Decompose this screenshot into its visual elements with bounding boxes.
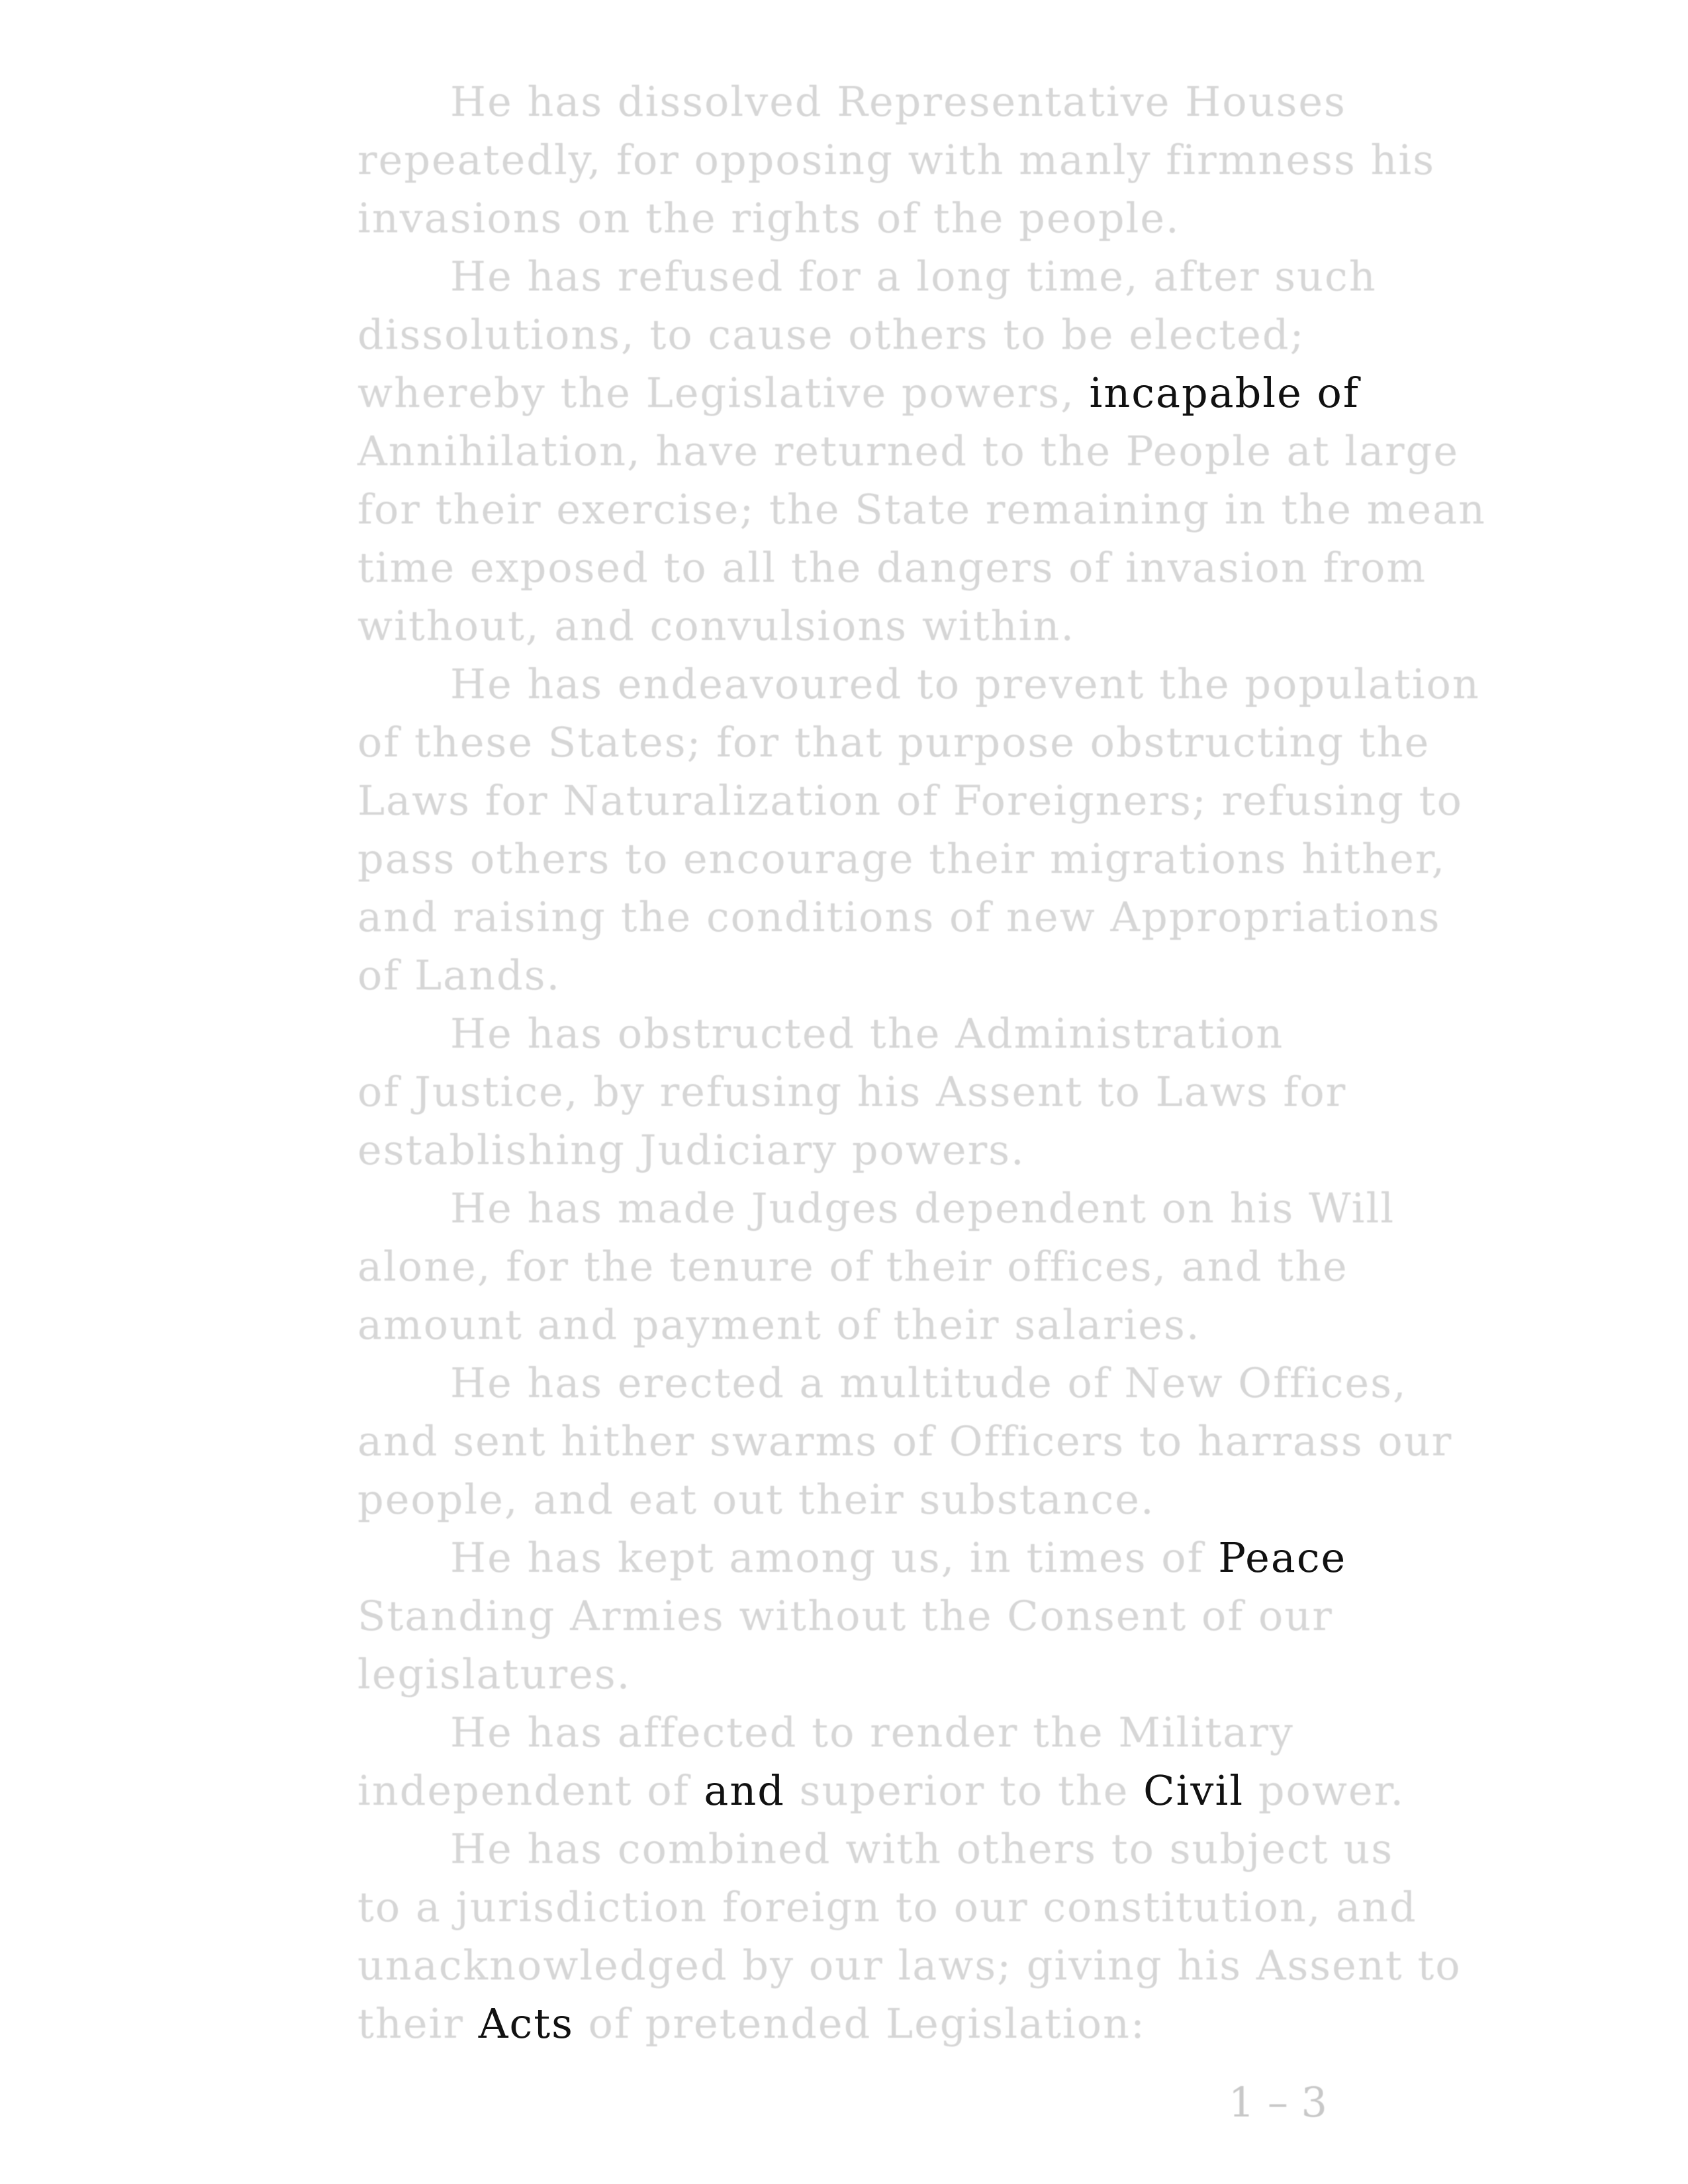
faded-text: He has combined with others to subject us <box>450 1825 1394 1873</box>
paragraph <box>357 248 1486 655</box>
text-line <box>357 1704 1324 1762</box>
faded-text: pass others to encourage their migrations hither, <box>357 835 1446 883</box>
text-line <box>357 73 1346 131</box>
text-line <box>357 655 1480 713</box>
faded-text: and sent hither swarms of Officers to harrass our <box>357 1417 1453 1465</box>
text-line <box>357 1995 1324 2053</box>
paragraph <box>357 1005 1347 1179</box>
faded-text: He has refused for a long time, after such <box>450 252 1377 300</box>
faded-text: legislatures. <box>357 1650 632 1698</box>
text-line <box>357 1412 1453 1471</box>
text-line <box>357 1471 1324 1529</box>
paragraph <box>357 1529 1347 1704</box>
text-line <box>357 1645 1324 1704</box>
text-column <box>357 73 1486 2053</box>
faded-text: to a jurisdiction foreign to our constitution, and <box>357 1883 1417 1931</box>
faded-text: without, and convulsions within. <box>357 602 1076 650</box>
faded-text: amount and payment of their salaries. <box>357 1300 1201 1349</box>
paragraph <box>357 655 1480 1005</box>
text-line <box>357 306 1324 364</box>
text-line <box>357 364 1360 422</box>
text-line <box>357 539 1427 597</box>
paragraph <box>357 1179 1395 1354</box>
legible-word: and <box>689 1766 785 1815</box>
faded-text: Annihilation, have returned to the People at large <box>357 427 1460 475</box>
text-line <box>357 189 1324 248</box>
text-line <box>357 713 1430 772</box>
text-line <box>357 248 1377 306</box>
faded-text: for their exercise; the State remaining in the mean <box>357 485 1486 533</box>
text-line <box>357 1878 1417 1936</box>
faded-text: superior to the <box>784 1766 1129 1815</box>
legible-word: Civil <box>1129 1766 1244 1815</box>
faded-text: of Justice, by refusing his Assent to Laws for <box>357 1068 1347 1116</box>
text-line <box>357 1820 1394 1878</box>
legible-word: incapable of <box>1074 369 1360 417</box>
faded-text: of pretended Legislation: <box>573 1999 1146 2048</box>
faded-text: He has obstructed the Administration <box>450 1009 1284 1058</box>
faded-text: of Lands. <box>357 951 561 999</box>
text-line <box>357 772 1463 830</box>
text-line <box>357 1121 1324 1179</box>
faded-text: Standing Armies without the Consent of our <box>357 1592 1333 1640</box>
text-line <box>357 1762 1405 1820</box>
faded-text: He has endeavoured to prevent the population <box>450 660 1480 708</box>
paragraph <box>357 73 1436 248</box>
faded-text: Laws for Naturalization of Foreigners; refusing to <box>357 776 1463 825</box>
text-line <box>357 1587 1333 1645</box>
page-number: 1 – 3 <box>1228 2078 1327 2126</box>
legible-word: Peace <box>1203 1533 1347 1582</box>
paragraph <box>357 1704 1405 1820</box>
faded-text: whereby the Legislative powers, <box>357 369 1075 417</box>
text-line <box>357 1936 1462 1995</box>
faded-text: their <box>357 1999 465 2048</box>
text-line <box>357 888 1441 946</box>
faded-text: power. <box>1244 1766 1405 1815</box>
text-line <box>357 946 1324 1005</box>
faded-text: He has affected to render the Military <box>450 1708 1294 1756</box>
faded-text: of these States; for that purpose obstructing the <box>357 718 1430 766</box>
faded-text: He has erected a multitude of New Offices, <box>450 1359 1407 1407</box>
faded-text: establishing Judiciary powers. <box>357 1126 1025 1174</box>
text-line <box>357 1179 1395 1238</box>
text-line <box>357 1354 1407 1412</box>
faded-text: alone, for the tenure of their offices, and the <box>357 1242 1348 1291</box>
faded-text: time exposed to all the dangers of invasion from <box>357 543 1427 592</box>
faded-text: dissolutions, to cause others to be elected; <box>357 310 1305 359</box>
text-line <box>357 1005 1324 1063</box>
faded-text: He has dissolved Representative Houses <box>450 77 1346 126</box>
text-line <box>357 1063 1347 1121</box>
text-line <box>357 131 1436 189</box>
faded-text: repeatedly, for opposing with manly firmness his <box>357 136 1436 184</box>
faded-text: independent of <box>357 1766 690 1815</box>
paragraph <box>357 1820 1462 2053</box>
faded-text: invasions on the rights of the people. <box>357 194 1180 242</box>
faded-text: and raising the conditions of new Appropriations <box>357 893 1441 941</box>
legible-word: Acts <box>464 1999 574 2048</box>
paragraph <box>357 1354 1453 1529</box>
text-line <box>357 1238 1348 1296</box>
faded-text: unacknowledged by our laws; giving his Assent to <box>357 1941 1462 1989</box>
text-line <box>357 830 1446 888</box>
text-line <box>357 422 1460 480</box>
faded-text: He has kept among us, in times of <box>450 1533 1204 1582</box>
text-line <box>357 1529 1347 1587</box>
text-line <box>357 597 1324 655</box>
faded-text: He has made Judges dependent on his Will <box>450 1184 1395 1232</box>
faded-text: people, and eat out their substance. <box>357 1475 1155 1524</box>
text-line <box>357 1296 1324 1354</box>
text-line <box>357 480 1486 539</box>
